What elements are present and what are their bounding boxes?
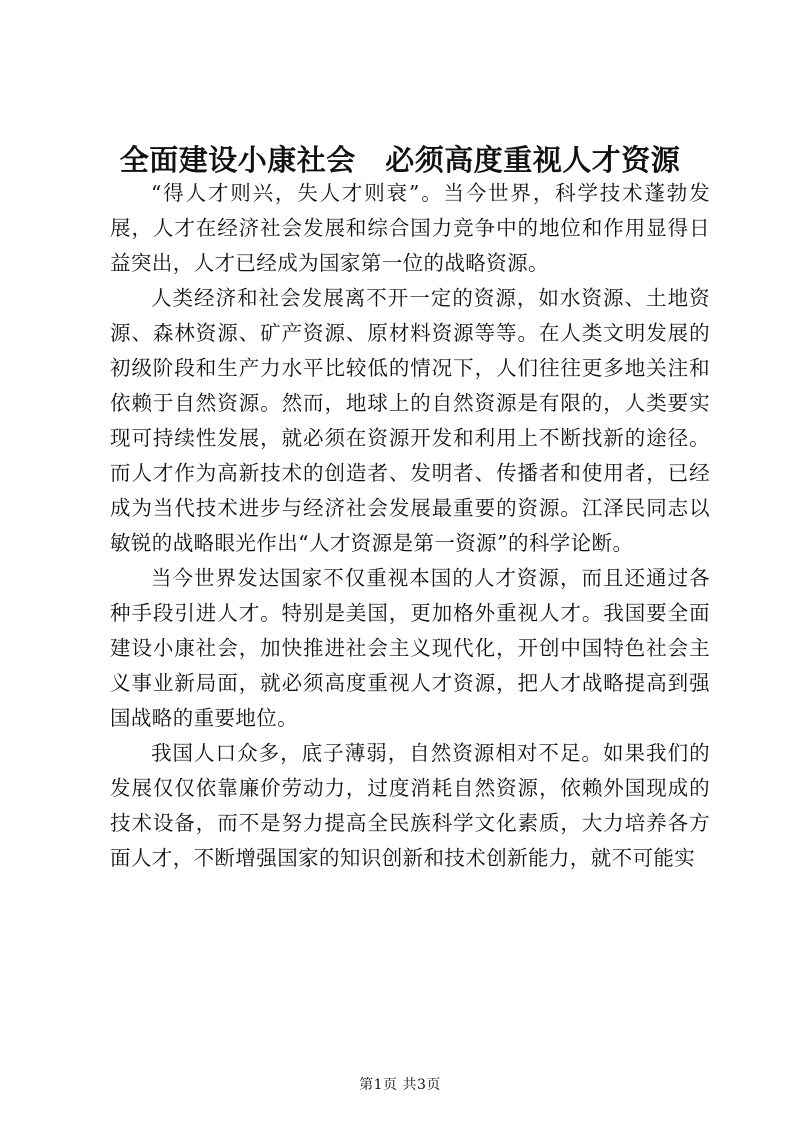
page-number-footer: 第1页 共3页 xyxy=(359,1077,441,1093)
paragraph-1: “得人才则兴，失人才则衰”。当今世界，科学技术蓬勃发展，人才在经济社会发展和综合国力竞争中的地位和作用显得日益突出，人才已经成为国家第一位的战略资源。 xyxy=(110,181,710,275)
paragraph-3: 当今世界发达国家不仅重视本国的人才资源，而且还通过各种手段引进人才。特别是美国，更加格外重视人才。我国要全面建设小康社会，加快推进社会主义现代化，开创中国特色社会主义事业新局面，就必须高度重视人才资源，把人才战略提高到强国战略的重要地位。 xyxy=(110,566,710,730)
document-body xyxy=(110,176,710,876)
paragraph-4: 我国人口众多，底子薄弱，自然资源相对不足。如果我们的发展仅仅依靠廉价劳动力，过度消耗自然资源，依赖外国现成的技术设备，而不是努力提高全民族科学文化素质，大力培养各方面人才，不断增强国家的知识创新和技术创新能力，就不可能实 xyxy=(110,741,710,870)
paragraph-2: 人类经济和社会发展离不开一定的资源，如水资源、土地资源、森林资源、矿产资源、原材料资源等等。在人类文明发展的初级阶段和生产力水平比较低的情况下，人们往往更多地关注和依赖于自然资源。然而，地球上的自然资源是有限的，人类要实现可持续性发展，就必须在资源开发和利用上不断找新的途径。而人才作为高新技术的创造者、发明者、传播者和使用者，已经成为当代技术进步与经济社会发展最重要的资源。江泽民同志以敏锐的战略眼光作出“人才资源是第一资源”的科学论断。 xyxy=(110,286,710,555)
page-title: 全面建设小康社会 必须高度重视人才资源 xyxy=(119,143,681,177)
